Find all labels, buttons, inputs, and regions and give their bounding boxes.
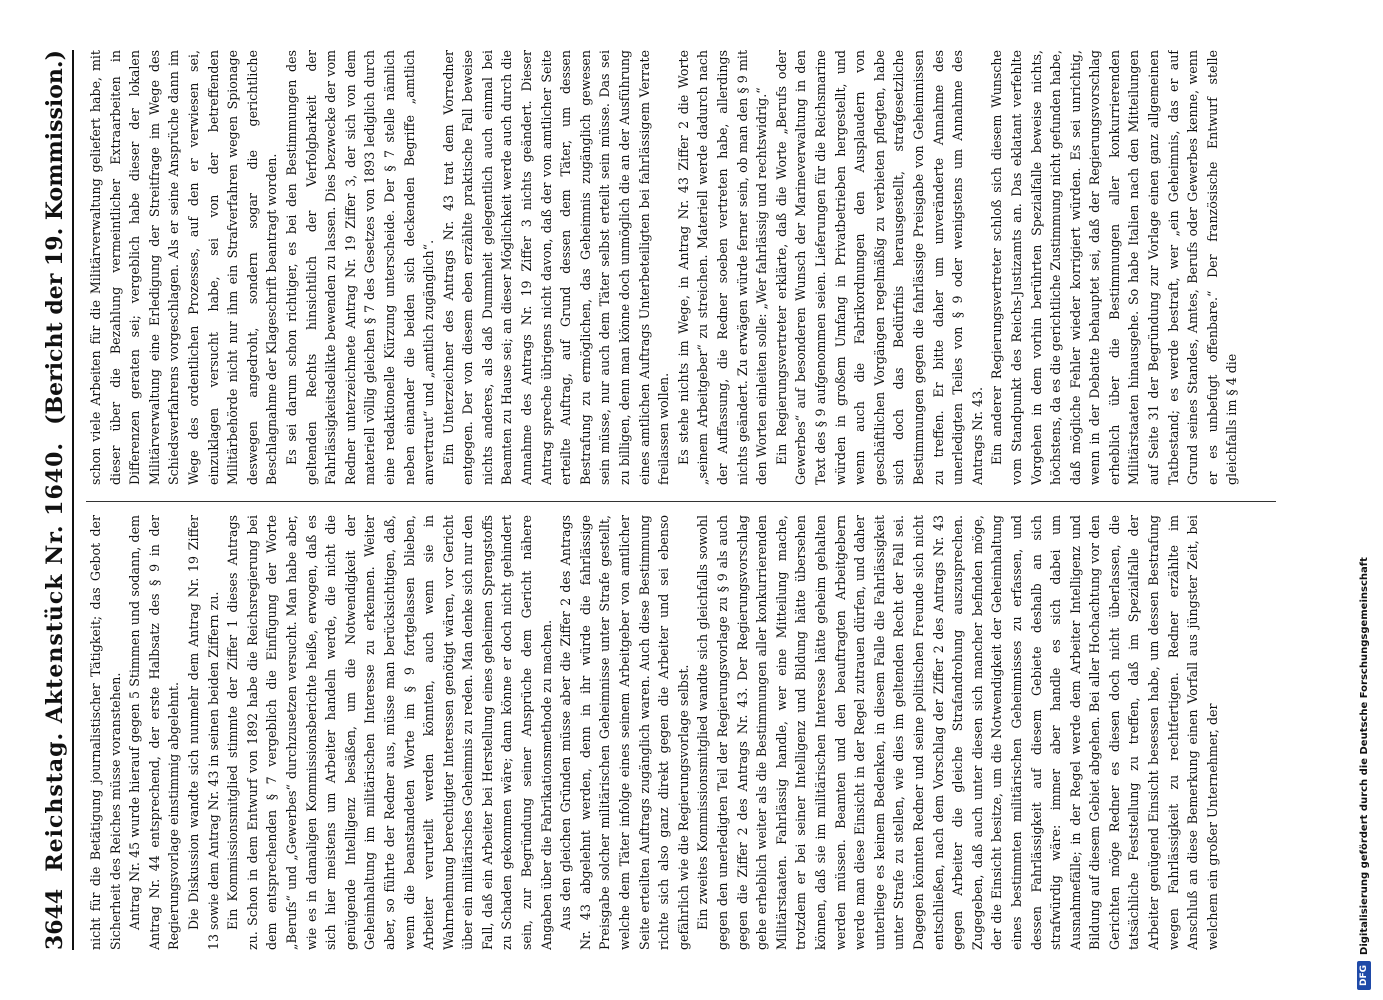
left-column bbox=[86, 515, 1276, 950]
funding-text: Digitalisierung gefördert durch die Deutsche Forschungsgemeinschaft bbox=[1358, 557, 1370, 955]
section-title: (Bericht der 19. Kommission.) bbox=[42, 50, 68, 425]
paragraph: Ein anderer Regierungsvertreter schloß sich diesem Wunsche vom Standpunkt des Reichs-Justizamts an. Das eklatant verfehlte Vorgehen in dem vorhin berührten Spezialfalle beweise nichts, höchstens, da es die gerichtliche Zustimmung nicht gefunden habe, daß mögliche Fehler wieder korrigiert würden. Es sei unrichtig, wenn in der Debatte behauptet sei, daß der Regierungsvorschlag erheblich über die Bestimmungen aller konkurrierenden Militärstaaten hinausgehe. So habe Italien nach den Mitteilungen auf Seite 31 der Begründung zur Vorlage einen ganz allgemeinen Tatbestand; es werde bestraft, wer „ein Geheimnis, das er auf Grund seines Standes, Amtes, Berufs oder Gewerbes kenne, wenn er es unbefugt offenbare.“ Der französische Entwurf stelle gleichfalls im § 4 die bbox=[989, 50, 1240, 485]
paragraph: Ein zweites Kommissionsmitglied wandte sich gleichfalls sowohl gegen den unerledigten Teil der Regierungsvorlage zu § 9 als auch gegen die Ziffer 2 des Antrags Nr. 43. Der Regierungsvorschlag gehe erheblich weiter als die Bestimmungen aller konkurrierenden Militärstaaten. Fahrlässig handle, wer eine Mitteilung mache, trotzdem er bei seiner Intelligenz und Bildung hätte übersehen können, daß sie im militärischen Interesse hätte geheim gehalten werden müssen. Beamten und den beauftragten Arbeitgebern werde man diese Einsicht in der Regel zutrauen dürfen, und daher unterliege es keinem Bedenken, in diesem Falle die Fahrlässigkeit unter Strafe zu stellen, wie dies im geltenden Recht der Fall sei. Dagegen könnten Redner und seine politischen Freunde sich nicht entschließen, nach dem Vorschlag der Ziffer 2 des Antrags Nr. 43 gegen Arbeiter die gleiche Strafandrohung auszusprechen. Zugegeben, daß auch unter diesen sich mancher befinden möge, der die Einsicht besitze, um die Notwendigkeit der Geheimhaltung eines bestimmten militärischen Geheimnisses zu erfassen, und dessen Fahrlässigkeit auf diesem Gebiete deshalb an sich strafwürdig wäre: immer aber handle es sich dabei um Ausnahmefälle; in der Regel werde dem Arbeiter Intelligenz und Bildung auf diesem Gebiet abgehen. Bei aller Hochachtung vor den Gerichten möge Redner es diesen doch nicht überlassen, die tatsächliche Feststellung zu treffen, daß im Spezialfalle der Arbeiter genügend Einsicht besessen habe, um dessen Bestrafung wegen Fahrlässigkeit zu rechtfertigen. Redner erzählte im Anschluß an diese Bemerkung einen Vorfall aus jüngster Zeit, bei welchem ein großer Unternehmer, der bbox=[695, 515, 1220, 950]
paragraph: Ein Kommissionsmitglied stimmte der Ziffer 1 dieses Antrags zu. Schon in dem Entwurf von 1892 habe die Reichsregierung bei dem entsprechenden § 7 vergeblich die Einfügung der Worte „Berufs“ und „Gewerbes“ durchzusetzen versucht. Man habe aber, wie es in damaligen Kommissionsberichte heiße, erwogen, daß es sich hier meistens um Arbeiter handeln werde, die nicht die genügende Intelligenz besäßen, um die Notwendigkeit der Geheimhaltung im militärischen Interesse zu erkennen. Weiter aber, so führte der Redner aus, müsse man berücksichtigen, daß, wenn die beanstandeten Worte im § 9 fortgelassen blieben, Arbeiter verurteilt werden könnten, auch wenn sie in Wahrnehmung berechtigter Interessen genötigt wären, vor Gericht über ein militärisches Geheimnis zu reden. Man denke sich nur den Fall, daß ein Arbeiter bei Herstellung eines geheimen Sprengstoffs zu Schaden gekommen wäre; dann könne er doch nicht gehindert sein, zur Begründung seiner Ansprüche dem Gericht nähere Angaben über die Fabrikationsmethode zu machen. bbox=[225, 515, 554, 950]
paragraph: schon viele Arbeiten für die Militärverwaltung geliefert habe, mit dieser über die Bezahlung vermeintlicher Extraarbeiten in Differenzen geraten sei; vergeblich habe dieser der lokalen Militärverwaltung eine Erledigung der Streitfrage im Wege des Schiedsverfahrens vorgeschlagen. Als er seine Ansprüche dann im Wege des ordentlichen Prozesses, auf den er verwiesen sei, einzuklagen versucht habe, sei von der betreffenden Militärbehörde nicht nur ihm ein Strafverfahren wegen Spionage deswegen angedroht, sondern sogar die gerichtliche Beschlagnahme der Klageschrift beantragt worden. bbox=[88, 50, 280, 485]
paragraph: nicht für die Betätigung journalistischer Tätigkeit; das Gebot der Sicherheit des Reiches müsse voranstehen. bbox=[88, 515, 123, 950]
column-divider bbox=[86, 501, 1276, 502]
paragraph: Aus den gleichen Gründen müsse aber die Ziffer 2 des Antrags Nr. 43 abgelehnt werden, denn in ihr würde die fahrlässige Preisgabe solcher militärischen Geheimnisse unter Strafe gestellt, welche dem Täter infolge eines seinem Arbeitgeber von amtlicher Seite erteilten Auftrags zugänglich waren. Auch diese Bestimmung richte sich also ganz direkt gegen die Arbeiter und sei ebenso gefährlich wie die Regierungsvorlage selbst. bbox=[558, 515, 691, 950]
paragraph: Ein Regierungsvertreter erklärte, daß die Worte „Berufs oder Gewerbes“ auf besonderen Wunsch der Marineverwaltung in den Text des § 9 aufgenommen seien. Lieferungen für die Reichsmarine würden in großem Umfang in Privatbetrieben hergestellt, und wenn auch die Fabrikordnungen den Ausplaudern von geschäftlichen Vorgängen regelmäßig zu verbieten pflegten, habe sich doch das Bedürfnis herausgestellt, strafgesetzliche Bestimmungen gegen die fahrlässige Preisgabe von Geheimnissen zu treffen. Er bitte daher um unveränderte Annahme des unerledigten Teiles von § 9 oder wenigstens um Annahme des Antrags Nr. 43. bbox=[773, 50, 985, 485]
paragraph: Die Diskussion wandte sich nunmehr dem Antrag Nr. 19 Ziffer 13 sowie dem Antrag Nr. 43 in seinen beiden Ziffern zu. bbox=[185, 515, 221, 950]
funding-sidebar bbox=[1350, 10, 1378, 990]
paragraph: Es stehe nichts im Wege, in Antrag Nr. 43 Ziffer 2 die Worte „seinem Arbeitgeber“ zu streichen. Materiell werde dadurch nach der Auffassung, die Redner soeben vertreten habe, allerdings nichts geändert. Zu erwägen würde ferner sein, ob man den § 9 mit den Worten einleiten solle: „Wer fahrlässig und rechtswidrig.“ bbox=[675, 50, 770, 485]
dfg-logo: DFG bbox=[1357, 961, 1371, 990]
paragraph: Antrag Nr. 45 wurde hierauf gegen 5 Stimmen und sodann, dem Antrag Nr. 44 entsprechend, der erste Halbsatz des § 9 in der Regierungsvorlage einstimmig abgelehnt. bbox=[127, 515, 182, 950]
page-number: 3644 bbox=[42, 888, 68, 950]
document-page bbox=[10, 30, 1300, 970]
document-title: Reichstag. Aktenstück Nr. 1640. bbox=[42, 441, 68, 872]
funding-note bbox=[1350, 10, 1378, 990]
page-header bbox=[30, 50, 74, 950]
paragraph: Ein Unterzeichner des Antrags Nr. 43 trat dem Vorredner entgegen. Der von diesem eben erzählte praktische Fall beweise nichts anderes, als daß Dummheit gelegentlich auch einmal bei Beamten zu Hause sei; an dieser Möglichkeit werde auch durch die Annahme des Antrags Nr. 19 Ziffer 3 nichts geändert. Dieser Antrag spreche übrigens nicht davon, daß der von amtlicher Seite erteilte Auftrag, auf Grund dessen dem Täter, um dessen Bestrafung zu ermöglichen, das Geheimnis zugänglich gewesen sein müsse, nur auch dem Täter selbst erteilt sein müsse. Das sei zu billigen, denn man könne doch unmöglich die an der Ausführung eines amtlichen Auftrags Unterbeteiligten bei fahrlässigem Verrate freilassen wollen. bbox=[440, 50, 672, 485]
paragraph: Es sei darum schon richtiger, es bei den Bestimmungen des geltenden Rechts hinsichtlich der Verfolgbarkeit der Fahrlässigkeitsdelikte bewenden zu lassen. Dies bezwecke der vom Redner unterzeichnete Antrag Nr. 19 Ziffer 3, der sich von dem materiell völlig gleichen § 7 des Gesetzes von 1893 lediglich durch eine redaktionelle Kürzung unterscheide. Der § 7 stelle nämlich neben einander die beiden sich deckenden Begriffe „amtlich anvertraut“ und „amtlich zugänglich“. bbox=[283, 50, 437, 485]
right-column bbox=[86, 50, 1276, 485]
